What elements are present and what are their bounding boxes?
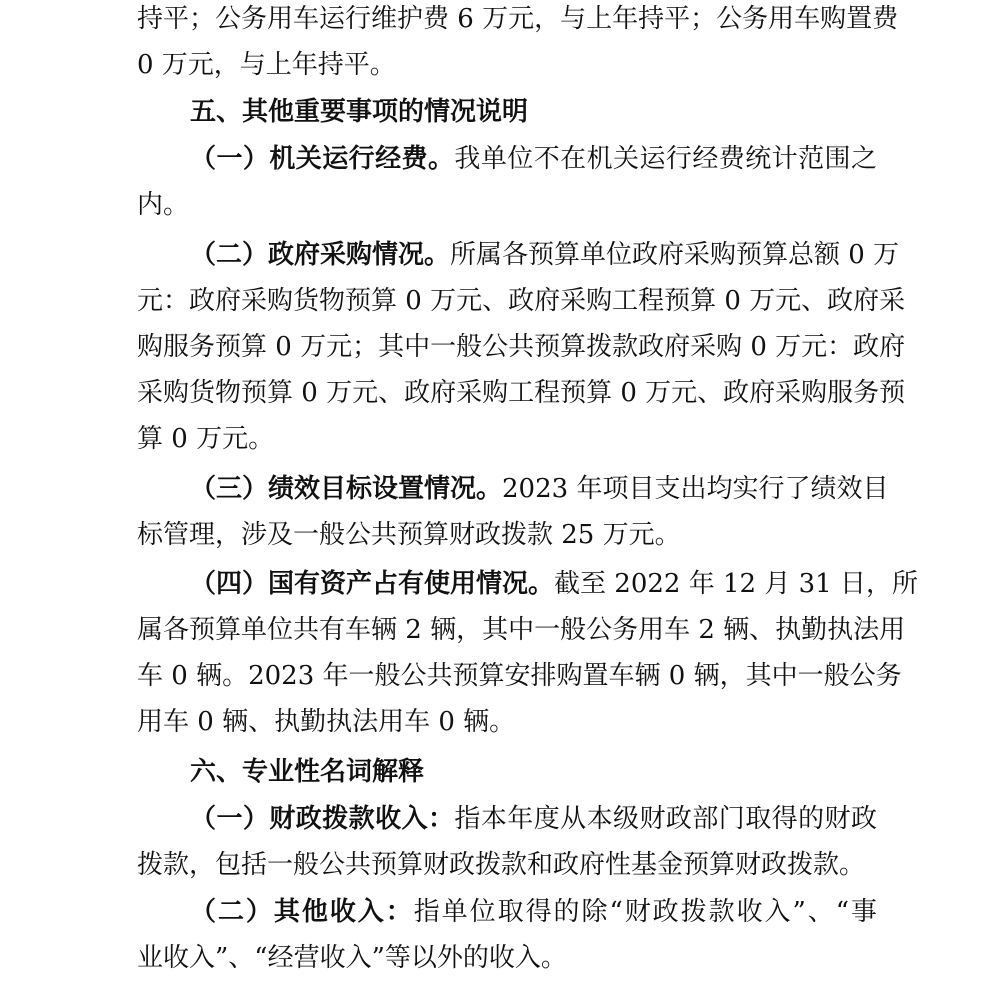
paragraph-line xyxy=(190,561,918,607)
subsection-title: （一）财政拨款收入： xyxy=(190,804,455,834)
paragraph-line: 持平；公务用车运行维护费 6 万元，与上年持平；公务用车购置费 xyxy=(137,4,899,34)
subsection-title: （二）政府采购情况。 xyxy=(190,240,451,270)
section-heading-5: 五、其他重要事项的情况说明 xyxy=(190,97,529,127)
paragraph-text: 指单位取得的除“财政拨款收入”、“事 xyxy=(413,897,877,927)
subsection-title: （三）绩效目标设置情况。 xyxy=(190,474,503,504)
paragraph-text: 所属各预算单位政府采购预算总额 0 万 xyxy=(450,240,900,270)
paragraph-line xyxy=(190,889,877,935)
paragraph-text: 我单位不在机关运行经费统计范围之 xyxy=(454,144,877,174)
paragraph-line: 采购货物预算 0 万元、政府采购工程预算 0 万元、政府采购服务预 xyxy=(137,378,906,408)
subsection-title: （四）国有资产占有使用情况。 xyxy=(190,569,555,599)
paragraph-line: 购服务预算 0 万元；其中一般公共预算拨款政府采购 0 万元：政府 xyxy=(137,332,906,362)
paragraph-line xyxy=(190,136,877,182)
subsection-title: （一）机关运行经费。 xyxy=(190,144,455,174)
paragraph-line: 属各预算单位共有车辆 2 辆，其中一般公务用车 2 辆、执勤执法用 xyxy=(137,615,906,645)
paragraph-line: 内。 xyxy=(137,190,190,220)
paragraph-text: 截至 2022 年 12 月 31 日，所 xyxy=(554,569,918,599)
paragraph-line xyxy=(190,796,877,842)
paragraph-line: 算 0 万元。 xyxy=(137,424,275,454)
paragraph-line: 车 0 辆。2023 年一般公共预算安排购置车辆 0 辆，其中一般公务 xyxy=(137,661,902,691)
paragraph-line xyxy=(190,232,900,278)
section-heading-6: 六、专业性名词解释 xyxy=(190,757,425,787)
paragraph-line: 元：政府采购货物预算 0 万元、政府采购工程预算 0 万元、政府采 xyxy=(137,286,906,316)
paragraph-text: 指本年度从本级财政部门取得的财政 xyxy=(454,804,877,834)
paragraph-line: 业收入”、“经营收入”等以外的收入。 xyxy=(137,943,567,973)
paragraph-line: 标管理，涉及一般公共预算财政拨款 25 万元。 xyxy=(137,520,681,550)
paragraph-line xyxy=(190,466,889,512)
subsection-title: （二）其他收入： xyxy=(190,897,414,927)
paragraph-line: 拨款，包括一般公共预算财政拨款和政府性基金预算财政拨款。 xyxy=(137,850,866,880)
paragraph-line: 用车 0 辆、执勤执法用车 0 辆。 xyxy=(137,707,516,737)
paragraph-line: 0 万元，与上年持平。 xyxy=(137,50,396,80)
paragraph-text: 2023 年项目支出均实行了绩效目 xyxy=(502,474,889,504)
